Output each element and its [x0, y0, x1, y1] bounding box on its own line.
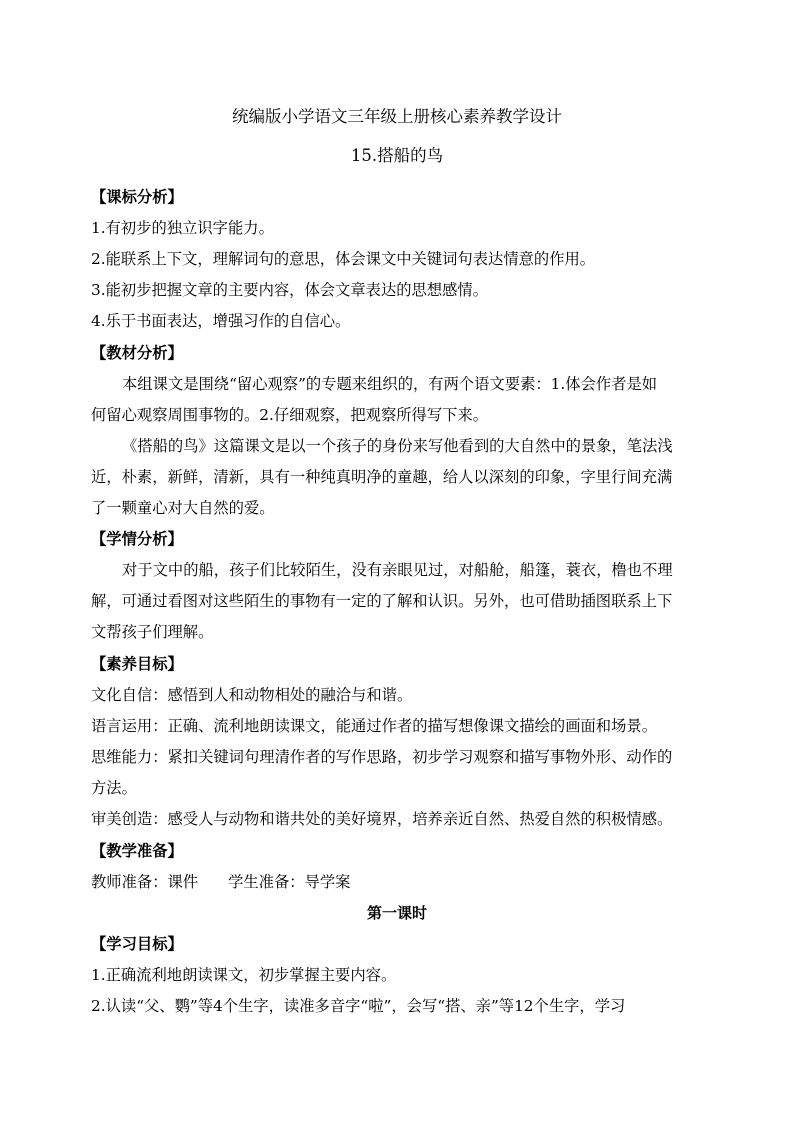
prep-line: [91, 872, 350, 892]
students-paragraph-line: 文帮孩子们理解。: [91, 623, 214, 641]
lesson-title: 15.搭船的鸟: [350, 146, 444, 165]
curriculum-item: 2.能联系上下文，理解词句的意思，体会课文中关键词句表达情意的作用。: [91, 250, 596, 268]
objective-item: 1.正确流利地朗读课文，初步掌握主要内容。: [91, 966, 397, 984]
students-paragraph-line: 对于文中的船，孩子们比较陌生，没有亲眼见过，对船舱，船篷，蓑衣，橹也不理: [122, 561, 673, 579]
student-prep: 学生准备：导学案: [228, 873, 351, 891]
prep-heading: 【教学准备】: [91, 842, 183, 860]
curriculum-item: 4.乐于书面表达，增强习作的自信心。: [91, 312, 351, 330]
students-paragraph-line: 解，可通过看图对这些陌生的事物有一定的了解和认识。另外，也可借助插图联系上下: [91, 592, 673, 610]
goals-heading: 【素养目标】: [91, 655, 183, 673]
curriculum-item: 1.有初步的独立识字能力。: [91, 219, 274, 237]
teacher-prep: 教师准备：课件: [91, 873, 199, 891]
textbook-heading: 【教材分析】: [91, 344, 183, 362]
goal-thinking: 思维能力：紧扣关键词句理清作者的写作思路，初步学习观察和描写事物外形、动作的: [91, 748, 673, 766]
curriculum-heading: 【课标分析】: [91, 188, 183, 206]
goal-language: 语言运用：正确、流利地朗读课文，能通过作者的描写想像课文描绘的画面和场景。: [91, 717, 657, 735]
goal-thinking-cont: 方法。: [91, 779, 137, 797]
objectives-heading: 【学习目标】: [91, 935, 183, 953]
curriculum-item: 3.能初步把握文章的主要内容，体会文章表达的思想感情。: [91, 281, 489, 299]
textbook-paragraph-line: 何留心观察周围事物的。2.仔细观察，把观察所得写下来。: [91, 406, 489, 424]
goal-aesthetic: 审美创造：感受人与动物和谐共处的美好境界，培养亲近自然、热爱自然的积极情感。: [91, 810, 673, 828]
goal-culture: 文化自信：感悟到人和动物相处的融洽与和谐。: [91, 686, 413, 704]
textbook-paragraph-line: 了一颗童心对大自然的爱。: [91, 499, 275, 517]
textbook-paragraph-line: 近，朴素，新鲜，清新，具有一种纯真明净的童趣，给人以深刻的印象，字里行间充满: [91, 468, 673, 486]
textbook-paragraph-line: 本组课文是围绕“留心观察”的专题来组织的，有两个语文要素：1.体会作者是如: [122, 375, 658, 393]
objective-item: 2.认读“父、鹦”等4个生字，读准多音字“啦”，会写“搭、亲”等12个生字，学习: [91, 997, 626, 1015]
students-heading: 【学情分析】: [91, 530, 183, 548]
lesson-1-title: 第一课时: [366, 904, 427, 922]
textbook-paragraph-line: 《搭船的鸟》这篇课文是以一个孩子的身份来写他看到的大自然中的景象，笔法浅: [122, 437, 673, 455]
document-title: 统编版小学语文三年级上册核心素养教学设计: [232, 107, 562, 126]
